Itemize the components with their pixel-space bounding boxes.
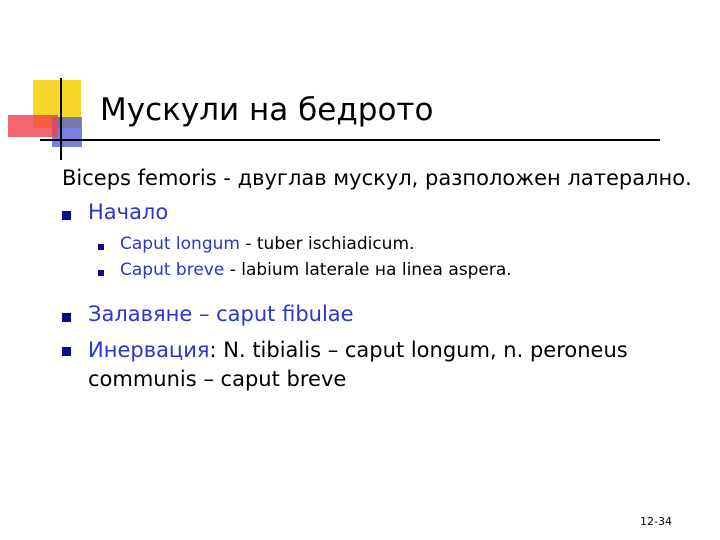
origin-label: Начало [88,200,169,224]
page-number: 12-34 [640,515,672,528]
sub-bullet-caput-longum [62,234,702,260]
title-underline [40,139,660,141]
square-bullet-icon [98,244,104,250]
square-bullet-icon [98,270,104,276]
slide-body [62,166,702,394]
caput-longum-text: - tuber ischiadicum. [239,234,415,254]
bullet-origin [62,200,702,234]
title-decoration [0,0,110,170]
square-bullet-icon [62,347,71,356]
square-bullet-icon [62,211,71,220]
intro-line: Biceps femoris - двуглав мускул, разположен латерално. [62,166,692,190]
square-bullet-icon [62,313,71,322]
innervation-text: : N. tibialis – caput longum, n. peroneus communis – caput breve [88,338,628,391]
caput-breve-text: - labium laterale на linea aspera. [224,260,512,280]
red-gradient-bar [8,115,58,137]
innervation-label: Инервация [88,338,210,362]
insertion-text: Залавяне – caput fibulae [88,302,354,326]
sub-bullet-caput-breve [62,260,702,286]
bullet-insertion [62,302,702,336]
term-caput-longum: Caput longum [120,234,240,254]
slide-title: Мускули на бедрото [100,92,434,128]
bullet-innervation [62,336,702,394]
term-caput-breve: Caput breve [120,260,225,280]
